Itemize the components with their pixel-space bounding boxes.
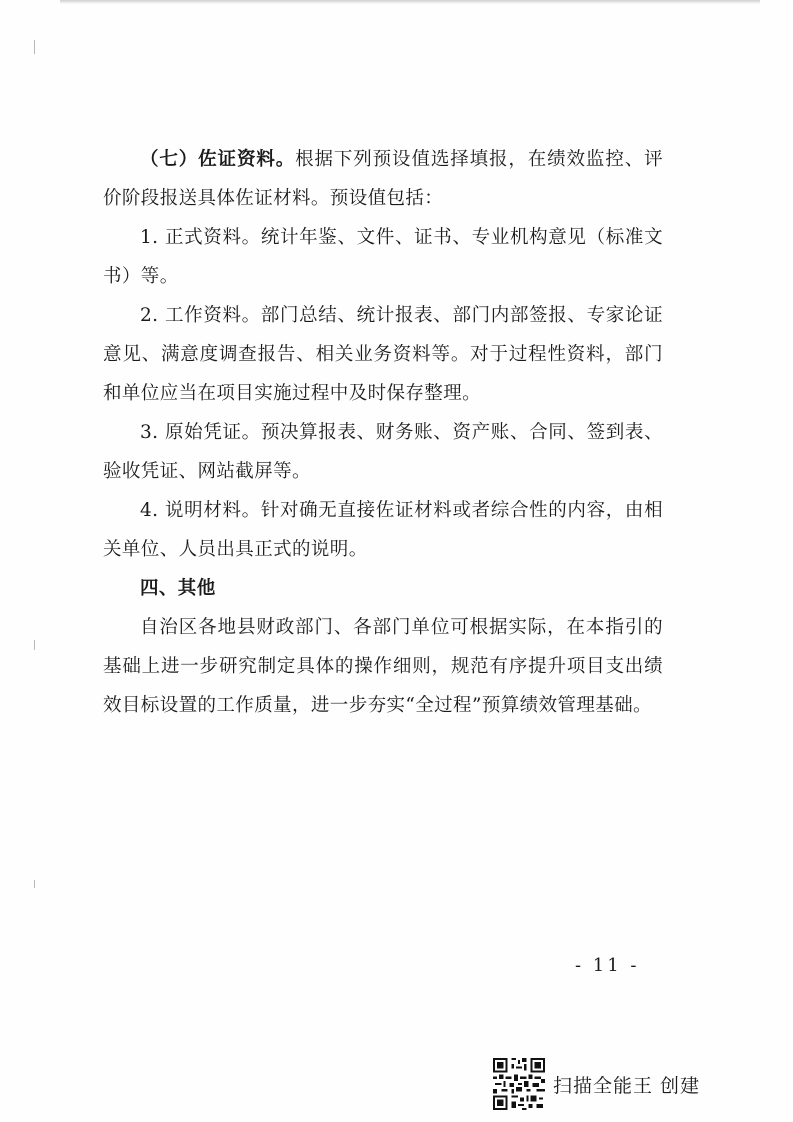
evidence-item-1: 1. 正式资料。统计年鉴、文件、证书、专业机构意见（标准文书）等。 bbox=[103, 227, 663, 287]
section-7-paragraph bbox=[103, 140, 663, 218]
scan-top-shadow bbox=[60, 0, 760, 4]
scan-edge-mark bbox=[34, 40, 35, 54]
evidence-item-2: 2. 工作资料。部门总结、统计报表、部门内部签报、专家论证意见、满意度调查报告、相关业务资料等。对于过程性资料，部门和单位应当在项目实施过程中及时保存整理。 bbox=[103, 305, 663, 404]
document-body bbox=[103, 140, 663, 725]
scanner-watermark bbox=[493, 1058, 700, 1110]
section-4-paragraph: 自治区各地县财政部门、各部门单位可根据实际，在本指引的基础上进一步研究制定具体的操作细则，规范有序提升项目支出绩效目标设置的工作质量，进一步夯实“全过程”预算绩效管理基础。 bbox=[103, 617, 663, 716]
page-number: - 11 - bbox=[575, 955, 640, 976]
scan-edge-mark bbox=[34, 880, 35, 888]
scan-edge-mark bbox=[34, 640, 35, 650]
section-7-lead: （七）佐证资料。 bbox=[140, 149, 296, 170]
qr-code-icon bbox=[493, 1058, 545, 1110]
watermark-label: 扫描全能王 创建 bbox=[553, 1074, 701, 1097]
section-7-text: 根据下列预设值选择填报，在绩效监控、评价阶段报送具体佐证材料。预设值包括： bbox=[103, 149, 663, 209]
section-4-heading: 四、其他 bbox=[140, 578, 216, 599]
evidence-item-4: 4. 说明材料。针对确无直接佐证材料或者综合性的内容，由相关单位、人员出具正式的说明。 bbox=[103, 500, 663, 560]
evidence-item-3: 3. 原始凭证。预决算报表、财务账、资产账、合同、签到表、验收凭证、网站截屏等。 bbox=[103, 422, 663, 482]
